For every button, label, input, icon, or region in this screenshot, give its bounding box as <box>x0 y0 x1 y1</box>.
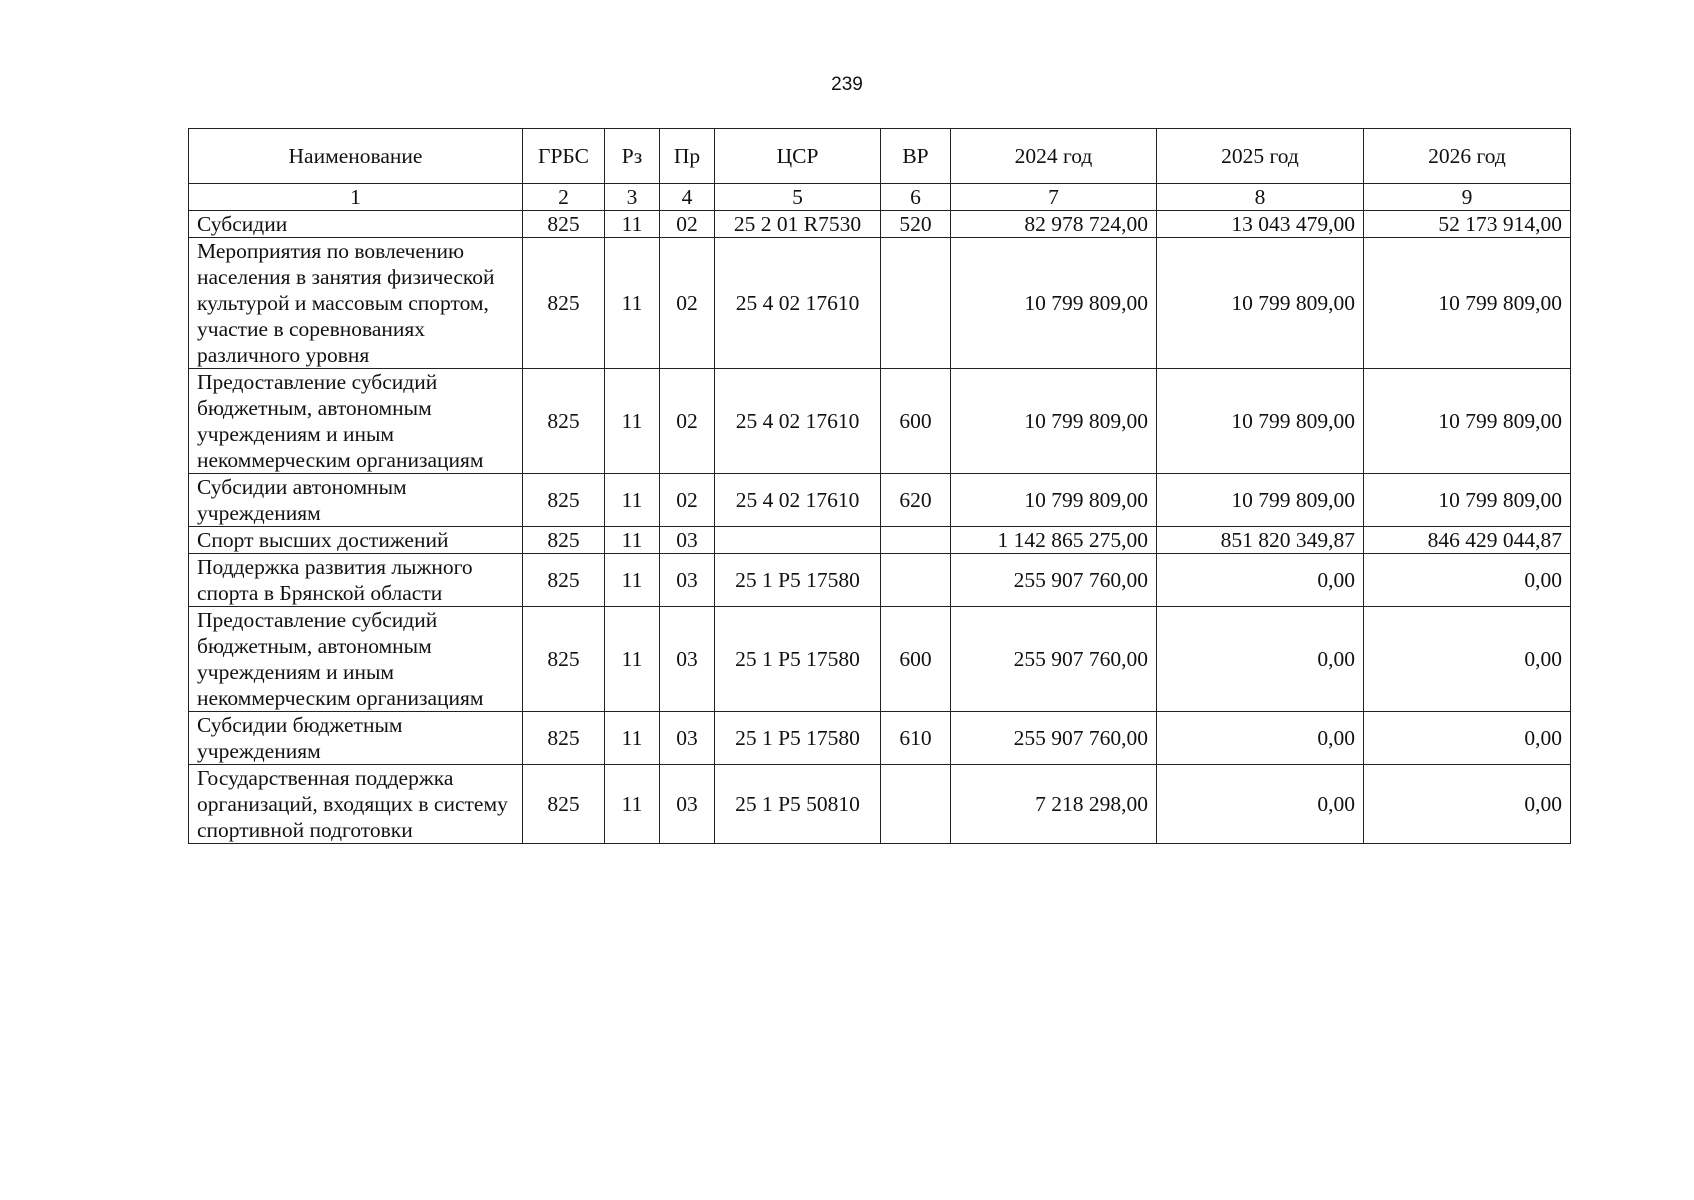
header-csr: ЦСР <box>715 129 881 184</box>
row-2024: 10 799 809,00 <box>951 238 1157 369</box>
header-2025: 2025 год <box>1157 129 1364 184</box>
row-csr: 25 4 02 17610 <box>715 474 881 527</box>
header-row <box>189 129 1571 184</box>
row-rz: 11 <box>605 765 660 844</box>
row-rz: 11 <box>605 474 660 527</box>
row-grbs: 825 <box>523 238 605 369</box>
row-pr: 03 <box>660 554 715 607</box>
column-number: 2 <box>523 184 605 211</box>
row-2024: 7 218 298,00 <box>951 765 1157 844</box>
row-2025: 13 043 479,00 <box>1157 211 1364 238</box>
row-2026: 10 799 809,00 <box>1364 474 1571 527</box>
row-vr <box>881 527 951 554</box>
row-vr: 610 <box>881 712 951 765</box>
header-name: Наименование <box>189 129 523 184</box>
table-row <box>189 474 1571 527</box>
row-name: Мероприятия по вовлечению населения в занятия физической культурой и массовым спортом, участие в соревнованиях различного уровня <box>189 238 523 369</box>
row-name: Государственная поддержка организаций, входящих в систему спортивной подготовки <box>189 765 523 844</box>
row-rz: 11 <box>605 211 660 238</box>
row-2025: 0,00 <box>1157 765 1364 844</box>
row-name: Субсидии бюджетным учреждениям <box>189 712 523 765</box>
row-grbs: 825 <box>523 527 605 554</box>
row-grbs: 825 <box>523 765 605 844</box>
row-2024: 10 799 809,00 <box>951 369 1157 474</box>
row-grbs: 825 <box>523 607 605 712</box>
row-rz: 11 <box>605 712 660 765</box>
row-2025: 10 799 809,00 <box>1157 238 1364 369</box>
row-name: Субсидии <box>189 211 523 238</box>
row-grbs: 825 <box>523 369 605 474</box>
row-csr: 25 4 02 17610 <box>715 238 881 369</box>
row-pr: 02 <box>660 211 715 238</box>
header-rz: Рз <box>605 129 660 184</box>
row-csr: 25 1 P5 17580 <box>715 607 881 712</box>
column-number-row <box>189 184 1571 211</box>
row-vr <box>881 765 951 844</box>
row-rz: 11 <box>605 607 660 712</box>
row-2026: 0,00 <box>1364 607 1571 712</box>
table-row <box>189 712 1571 765</box>
row-grbs: 825 <box>523 712 605 765</box>
row-vr <box>881 554 951 607</box>
column-number: 3 <box>605 184 660 211</box>
row-2026: 846 429 044,87 <box>1364 527 1571 554</box>
row-2025: 10 799 809,00 <box>1157 474 1364 527</box>
row-name: Предоставление субсидий бюджетным, автономным учреждениям и иным некоммерческим организациям <box>189 369 523 474</box>
header-pr: Пр <box>660 129 715 184</box>
row-2026: 0,00 <box>1364 554 1571 607</box>
header-vr: ВР <box>881 129 951 184</box>
row-2026: 10 799 809,00 <box>1364 369 1571 474</box>
row-2026: 10 799 809,00 <box>1364 238 1571 369</box>
row-2026: 52 173 914,00 <box>1364 211 1571 238</box>
row-pr: 03 <box>660 765 715 844</box>
row-2026: 0,00 <box>1364 765 1571 844</box>
row-grbs: 825 <box>523 211 605 238</box>
row-2025: 0,00 <box>1157 554 1364 607</box>
row-rz: 11 <box>605 369 660 474</box>
column-number: 1 <box>189 184 523 211</box>
row-2024: 82 978 724,00 <box>951 211 1157 238</box>
row-pr: 03 <box>660 607 715 712</box>
table-row <box>189 607 1571 712</box>
row-name: Спорт высших достижений <box>189 527 523 554</box>
row-2024: 10 799 809,00 <box>951 474 1157 527</box>
header-2024: 2024 год <box>951 129 1157 184</box>
table-row <box>189 238 1571 369</box>
row-pr: 02 <box>660 369 715 474</box>
header-grbs: ГРБС <box>523 129 605 184</box>
column-number: 7 <box>951 184 1157 211</box>
row-vr: 620 <box>881 474 951 527</box>
column-number: 5 <box>715 184 881 211</box>
row-csr: 25 2 01 R7530 <box>715 211 881 238</box>
row-2024: 1 142 865 275,00 <box>951 527 1157 554</box>
row-2025: 851 820 349,87 <box>1157 527 1364 554</box>
row-pr: 02 <box>660 238 715 369</box>
row-vr: 520 <box>881 211 951 238</box>
row-name: Субсидии автономным учреждениям <box>189 474 523 527</box>
row-grbs: 825 <box>523 554 605 607</box>
table-row <box>189 369 1571 474</box>
row-vr: 600 <box>881 369 951 474</box>
row-2024: 255 907 760,00 <box>951 712 1157 765</box>
column-number: 9 <box>1364 184 1571 211</box>
row-2025: 0,00 <box>1157 607 1364 712</box>
row-csr: 25 4 02 17610 <box>715 369 881 474</box>
row-rz: 11 <box>605 554 660 607</box>
column-number: 8 <box>1157 184 1364 211</box>
table-row <box>189 765 1571 844</box>
row-csr: 25 1 P5 17580 <box>715 554 881 607</box>
row-csr: 25 1 P5 50810 <box>715 765 881 844</box>
row-2024: 255 907 760,00 <box>951 607 1157 712</box>
row-2026: 0,00 <box>1364 712 1571 765</box>
row-pr: 03 <box>660 712 715 765</box>
page-number: 239 <box>831 74 863 95</box>
column-number: 6 <box>881 184 951 211</box>
row-2025: 10 799 809,00 <box>1157 369 1364 474</box>
row-rz: 11 <box>605 238 660 369</box>
row-2025: 0,00 <box>1157 712 1364 765</box>
row-rz: 11 <box>605 527 660 554</box>
header-2026: 2026 год <box>1364 129 1571 184</box>
table-row <box>189 527 1571 554</box>
row-pr: 03 <box>660 527 715 554</box>
column-number: 4 <box>660 184 715 211</box>
row-vr <box>881 238 951 369</box>
row-2024: 255 907 760,00 <box>951 554 1157 607</box>
budget-table <box>188 128 1571 844</box>
row-pr: 02 <box>660 474 715 527</box>
table-row <box>189 554 1571 607</box>
row-csr <box>715 527 881 554</box>
row-vr: 600 <box>881 607 951 712</box>
row-csr: 25 1 P5 17580 <box>715 712 881 765</box>
row-name: Предоставление субсидий бюджетным, автономным учреждениям и иным некоммерческим организациям <box>189 607 523 712</box>
row-name: Поддержка развития лыжного спорта в Брянской области <box>189 554 523 607</box>
row-grbs: 825 <box>523 474 605 527</box>
table-row <box>189 211 1571 238</box>
